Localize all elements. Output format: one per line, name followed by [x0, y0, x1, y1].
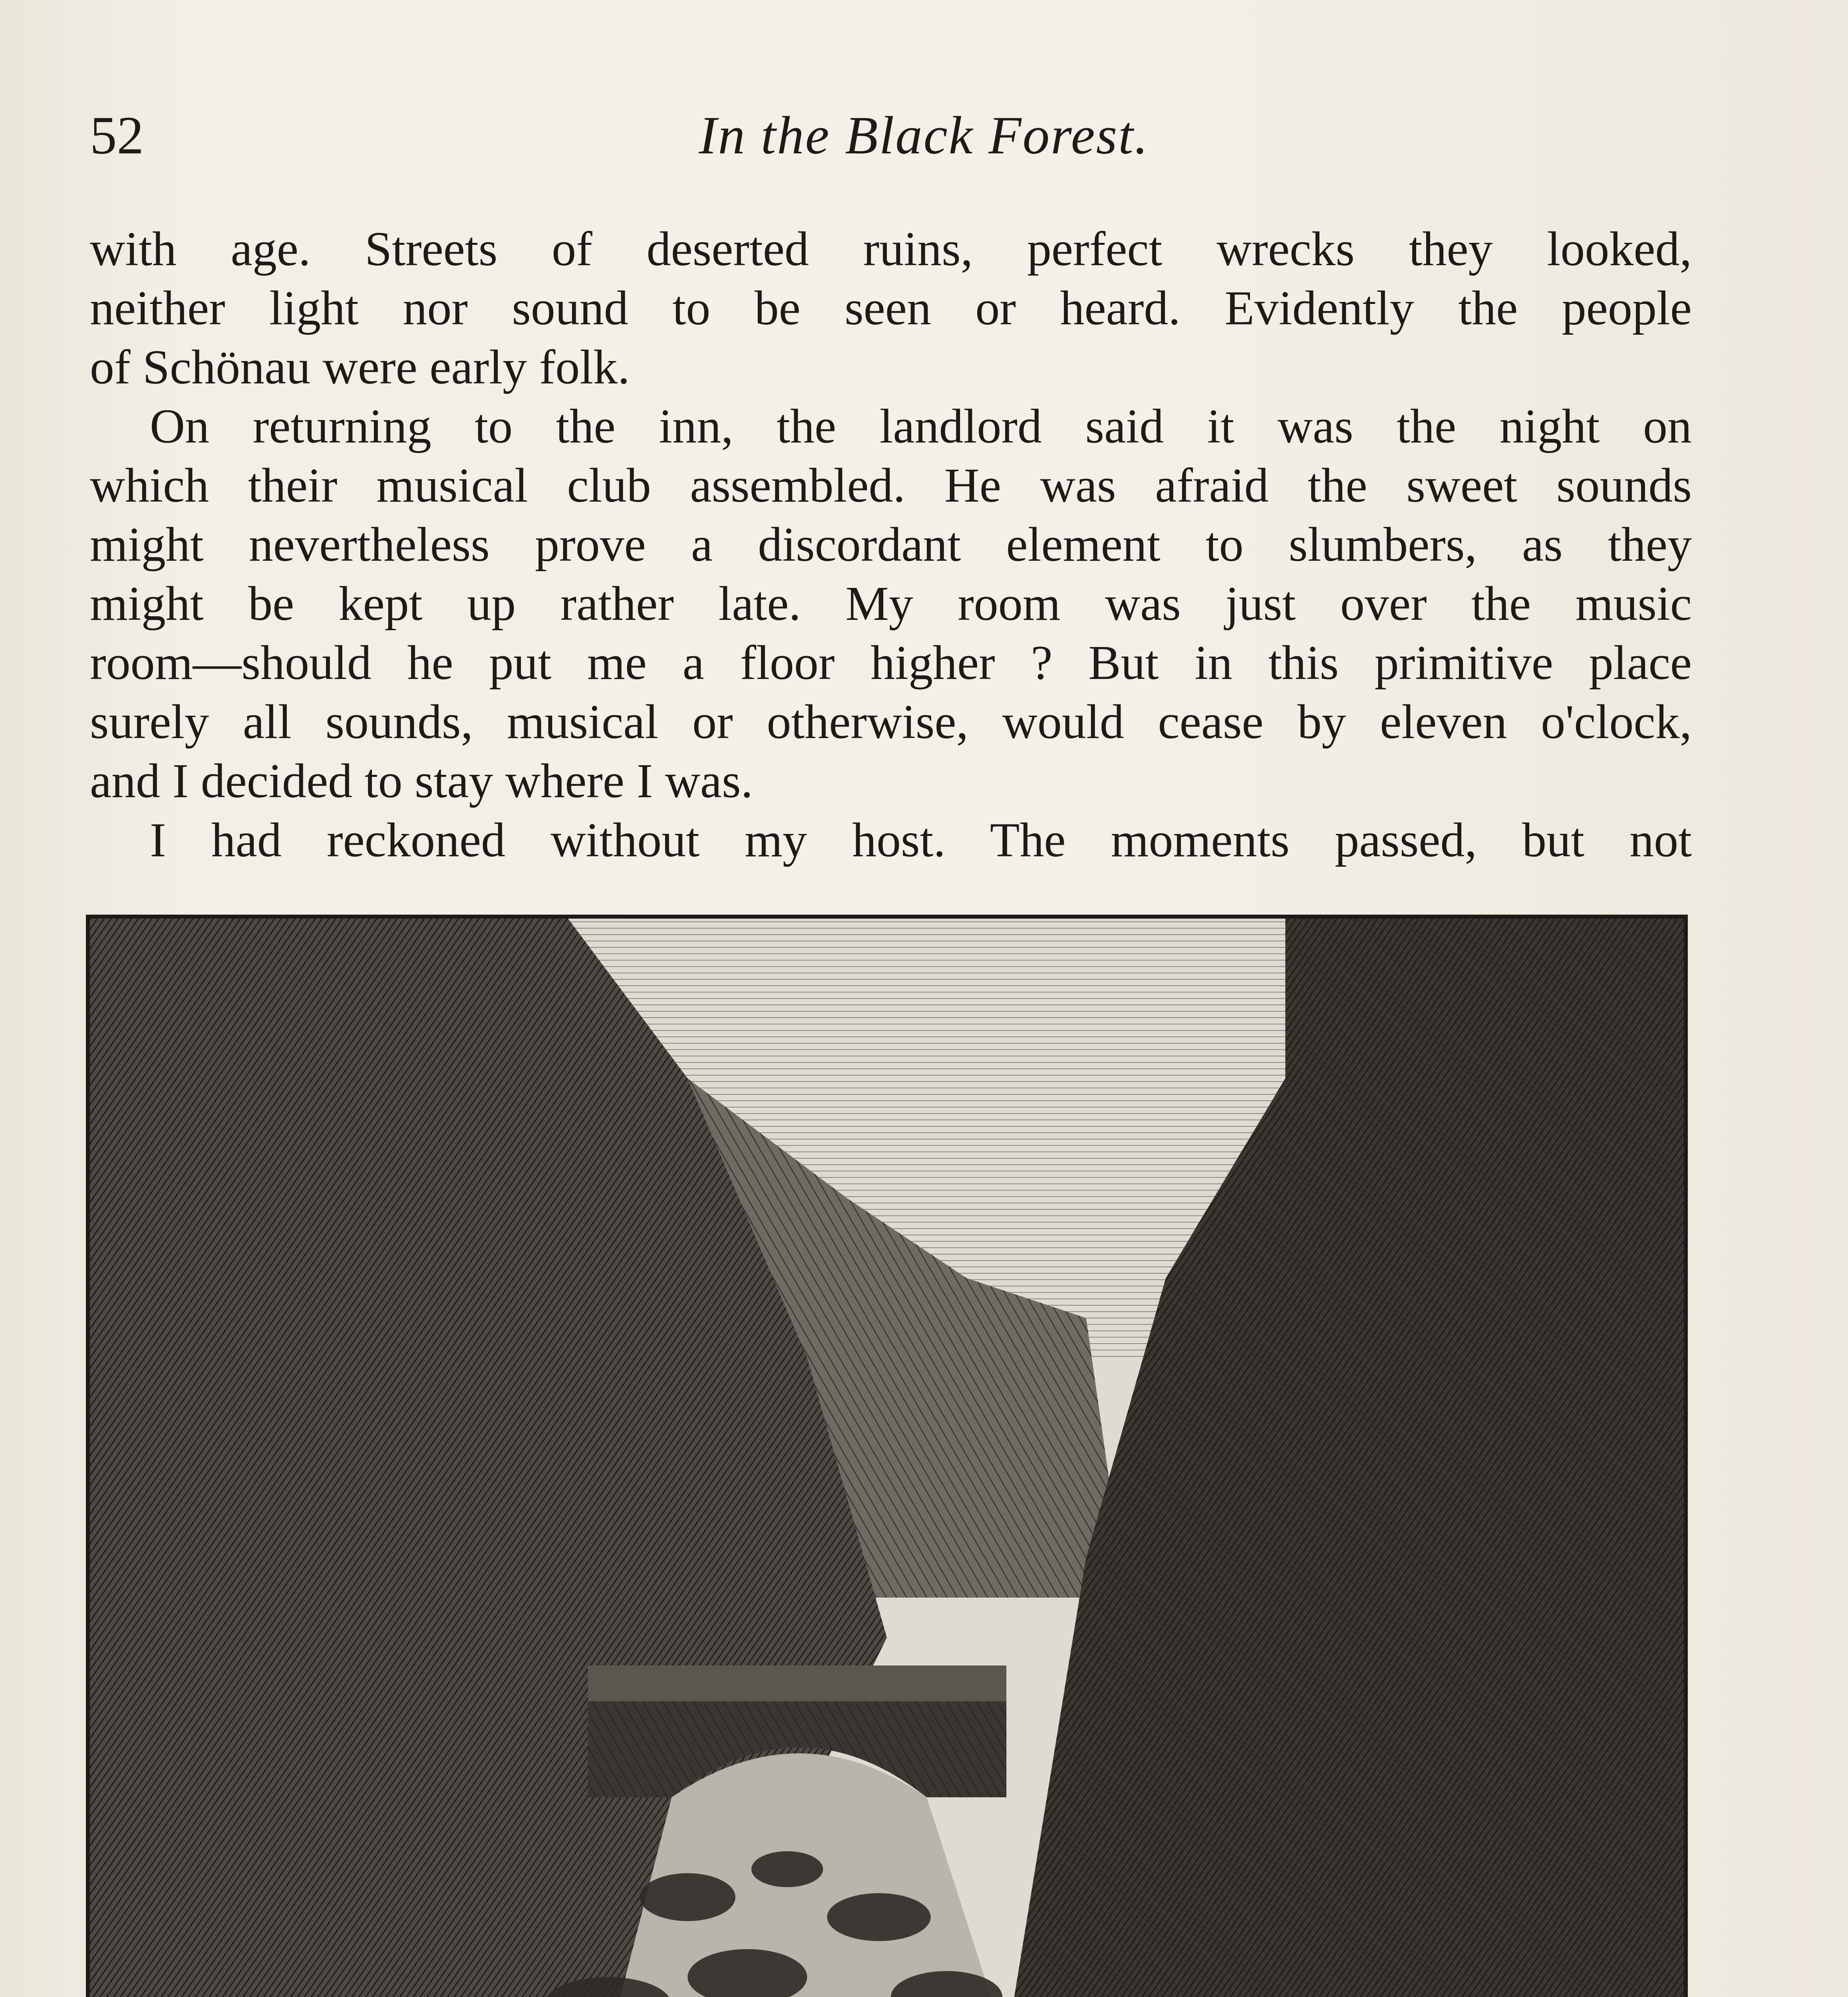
- text-line: might nevertheless prove a discordant element to slumbers, as they: [90, 518, 1692, 572]
- running-title: In the Black Forest.: [699, 106, 1149, 165]
- text-line: and I decided to stay where I was.: [90, 754, 753, 808]
- text-line: room—should he put me a floor higher ? But in this primitive place: [90, 636, 1692, 690]
- text-line: might be kept up rather late. My room was just over the music: [90, 577, 1692, 631]
- page-number: 52: [90, 106, 144, 165]
- engraving-wehrathal-image: [90, 919, 1684, 1997]
- engraving-illustration: [86, 915, 1688, 1997]
- text-line: surely all sounds, musical or otherwise, would cease by eleven o'clock,: [90, 695, 1692, 749]
- text-line: On returning to the inn, the landlord said it was the night on: [150, 399, 1692, 453]
- text-block-top: [90, 220, 1692, 870]
- text-line: I had reckoned without my host. The moments passed, but not: [150, 813, 1692, 867]
- page-header: [0, 104, 1848, 168]
- text-line: of Schönau were early folk.: [90, 340, 630, 394]
- text-line: neither light nor sound to be seen or heard. Evidently the people: [90, 281, 1692, 335]
- text-line: which their musical club assembled. He was afraid the sweet sounds: [90, 459, 1692, 512]
- text-line: with age. Streets of deserted ruins, perfect wrecks they looked,: [90, 222, 1692, 276]
